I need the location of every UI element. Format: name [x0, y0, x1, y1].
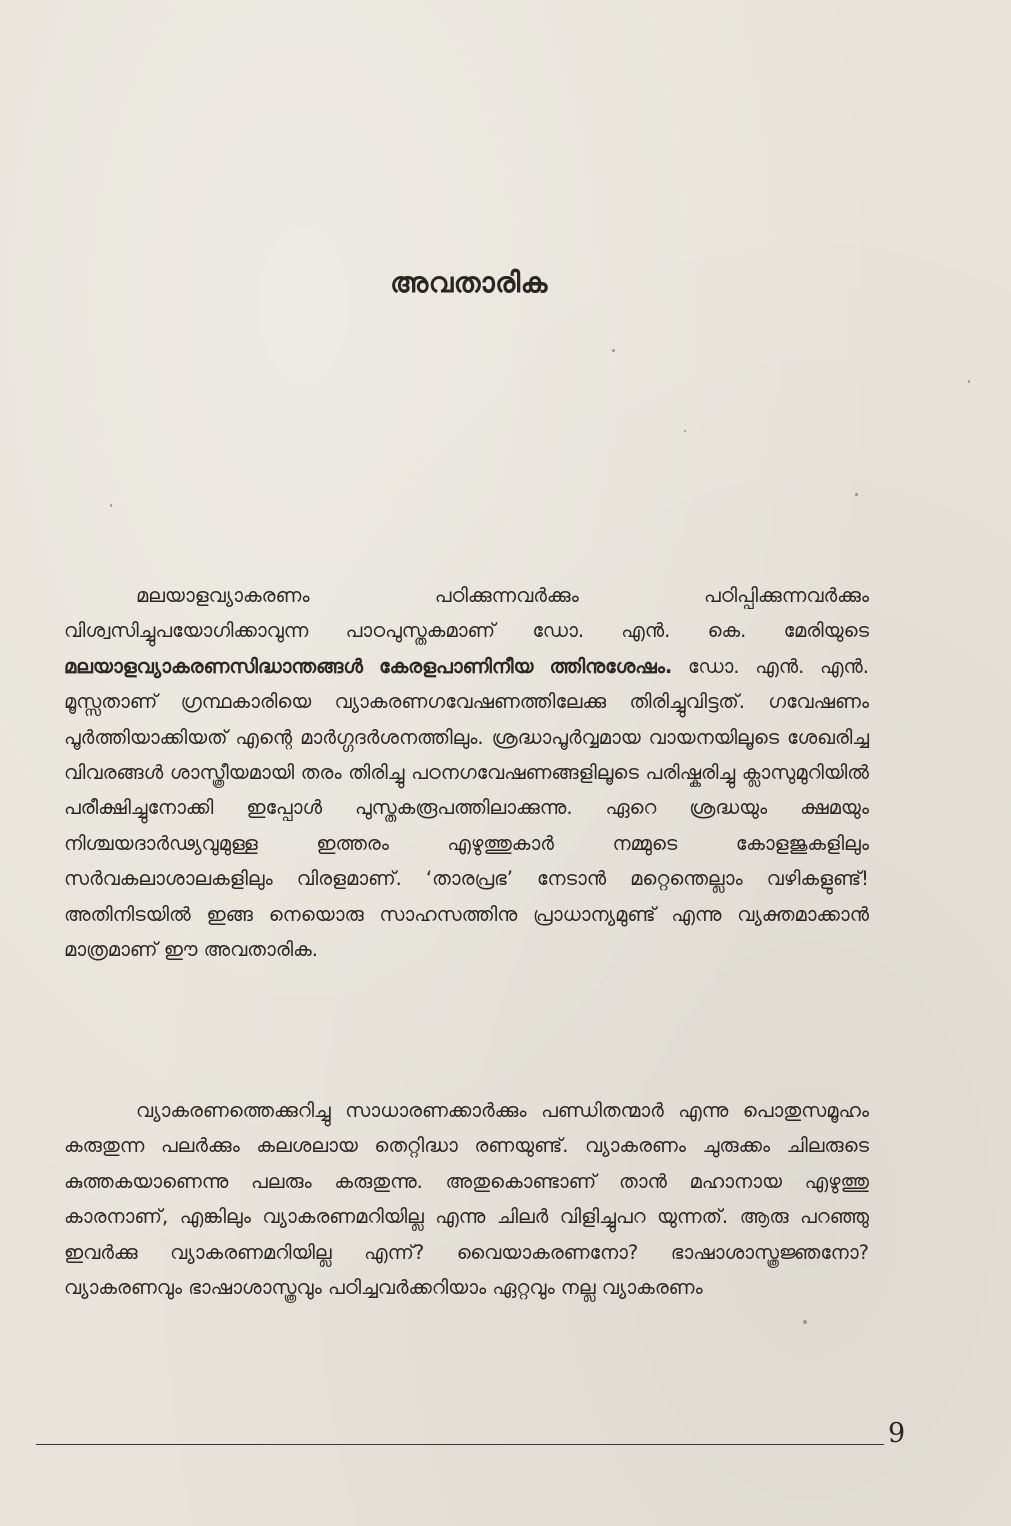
paper-speck: [803, 1320, 807, 1324]
paper-speck: [855, 493, 858, 496]
book-title-bold: മലയാളവ്യാകരണസിദ്ധാന്തങ്ങൾ കേരളപാണിനീയ ത്തിനുശേഷം.: [64, 654, 673, 678]
paragraph-2: [64, 1093, 869, 1305]
paragraph-2-text: വ്യാകരണത്തെക്കുറിച്ചു സാധാരണക്കാർക്കും പണ്ഡിതന്മാർ എന്നു പൊതുസമൂഹം കരുതുന്ന പലർക്കും കലശലായ തെറ്റിദ്ധാ രണയുണ്ട്. വ്യാകരണം ചുരുക്കം ചിലരുടെ കുത്തകയാണെന്നു പലരും കരുതുന്നു. അതുകൊണ്ടാണ് താൻ മഹാനായ എഴുത്തു കാരനാണ്, എങ്കിലും വ്യാകരണമറിയില്ല എന്നു ചിലർ വിളിച്ചുപറ യുന്നത്. ആരു പറഞ്ഞു ഇവർക്കു വ്യാകരണമറിയില്ല എന്ന്? വൈയാകരണനോ? ഭാഷാശാസ്ത്രജ്ഞനോ? വ്യാകരണവും ഭാഷാശാസ്ത്രവും പഠിച്ചവർക്കറിയാം ഏറ്റവും നല്ല വ്യാകരണം: [64, 1099, 869, 1300]
paper-speck: [968, 380, 970, 383]
paragraph-1: [64, 578, 869, 967]
page-title: അവതാരിക: [390, 266, 548, 299]
paper-speck: [612, 349, 615, 352]
page-number: 9: [888, 1418, 906, 1449]
paper-speck: [684, 430, 686, 432]
paper-speck: [110, 504, 112, 507]
paragraph-1-text-end: ഡോ. എൻ. എൻ. മൂസ്സതാണ് ഗ്രന്ഥകാരിയെ വ്യാകരണഗവേഷണത്തിലേക്കു തിരിച്ചുവിട്ടത്. ഗവേഷണം പൂർത്തിയാക്കിയത് എന്റെ മാർഗ്ഗദർശനത്തിലും. ശ്രദ്ധാപൂർവ്വമായ വായനയിലൂടെ ശേഖരിച്ച വിവരങ്ങൾ ശാസ്ത്രീയമായി തരം തിരിച്ചു പഠനഗവേഷണങ്ങളിലൂടെ പരിഷ്കരിച്ചു ക്ലാസുമുറിയിൽ പരീക്ഷിച്ചുനോക്കി ഇപ്പോൾ പുസ്തകരൂപത്തിലാക്കുന്നു. ഏറെ ശ്രദ്ധയും ക്ഷമയും നിശ്ചയദാർഢ്യവുമുള്ള ഇത്തരം എഴുത്തുകാർ നമ്മുടെ കോളജുകളിലും സർവകലാശാലകളിലും വിരളമാണ്. ‘താരപ്രഭ’ നേടാൻ മറ്റെന്തെല്ലാം വഴികളുണ്ട്! അതിനിടയിൽ ഇങ്ങ നെയൊരു സാഹസത്തിനു പ്രാധാന്യമുണ്ട് എന്നു വ്യക്തമാക്കാൻ മാത്രമാണ് ഈ അവതാരിക.: [64, 654, 869, 962]
footer-rule: [36, 1444, 884, 1445]
paragraph-1-text-start: മലയാളവ്യാകരണം പഠിക്കുന്നവർക്കും പഠിപ്പിക്കുന്നവർക്കും വിശ്വസിച്ചുപയോഗിക്കാവുന്ന പാഠപുസ്തകമാണ് ഡോ. എൻ. കെ. മേരിയുടെ: [64, 584, 869, 643]
